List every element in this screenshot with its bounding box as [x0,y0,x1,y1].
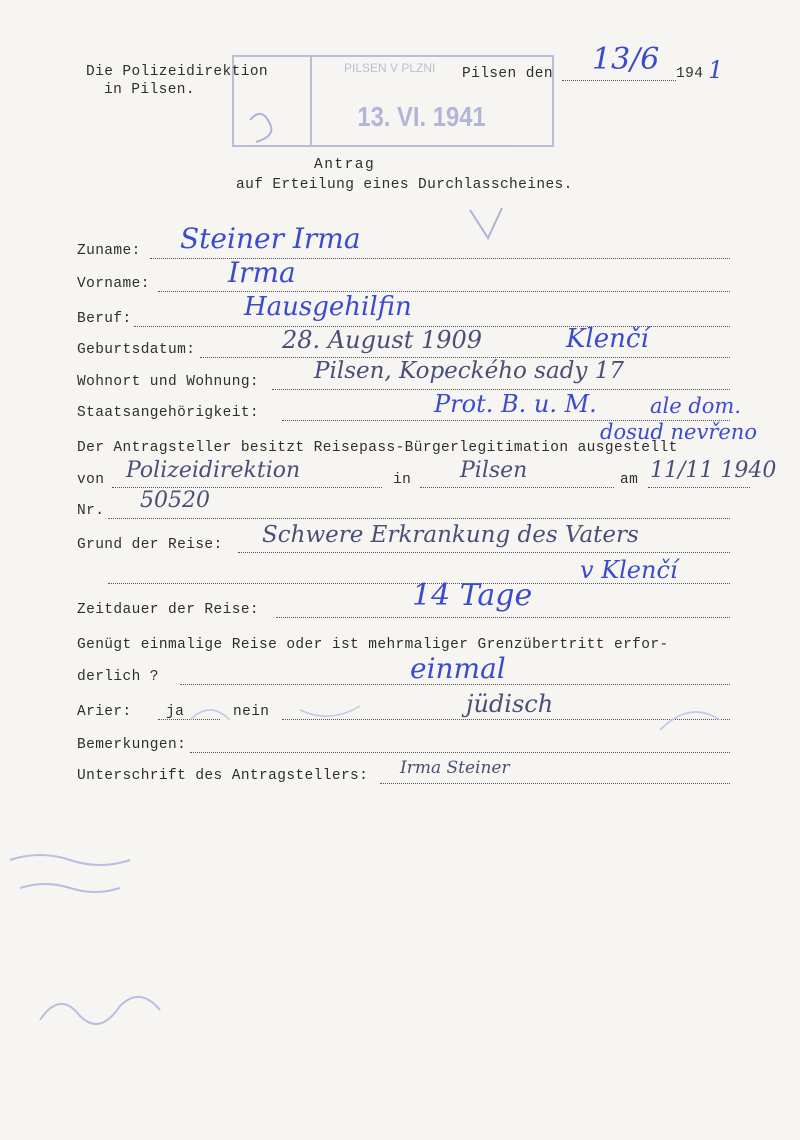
von-label: von [77,472,105,488]
geburtsdatum-label: Geburtsdatum: [77,342,196,358]
form-title: Antrag [314,157,376,173]
authority-line1: Die Polizeidirektion [86,64,269,80]
vorname-value: Irma [228,256,296,289]
zeitdauer-label: Zeitdauer der Reise: [77,602,260,618]
am-value: 11/11 1940 [650,458,777,483]
in-value: Pilsen [460,458,528,483]
geburtsdatum-value: 28. August 1909 [282,326,483,354]
beruf-value: Hausgehilfin [244,292,412,322]
unterschrift-value: Irma Steiner [400,758,510,778]
zuname-label: Zuname: [77,243,141,259]
geburtsort-value: Klenčí [566,324,649,354]
in-label: in [393,472,412,488]
genuegt-value: einmal [410,652,506,685]
wohnort-label: Wohnort und Wohnung: [77,374,260,390]
genuegt-line1: Genügt einmalige Reise oder ist mehrmaliger Grenzübertritt erfor- [77,637,669,653]
arier-ja: ja [166,704,185,720]
staat-note1: ale dom. [650,394,742,418]
von-value: Polizeidirektion [126,458,301,483]
grund-value1: Schwere Erkrankung des Vaters [262,522,639,548]
vorname-label: Vorname: [77,276,150,292]
year-prefix: 194 [676,66,704,82]
form-subtitle: auf Erteilung eines Durchlasscheines. [236,177,573,193]
grund-value2: v Klenčí [580,556,678,584]
arier-value: jüdisch [466,690,554,718]
authority-line2: in Pilsen. [104,82,196,98]
stamp-text: PILSEN V PLZNI [344,61,436,75]
date-handwritten: 13/6 [592,42,660,77]
zuname-value: Steiner Irma [180,222,361,255]
stamp-date: 13. VI. 1941 [357,101,486,132]
am-label: am [620,472,639,488]
unterschrift-label: Unterschrift des Antragstellers: [77,768,369,784]
ausweis-line: Der Antragsteller besitzt Reisepass-Bürgerlegitimation ausgestellt [77,440,678,456]
zeitdauer-value: 14 Tage [412,578,533,613]
genuegt-line2: derlich ? [77,669,159,685]
grund-label: Grund der Reise: [77,537,223,553]
bemerkungen-label: Bemerkungen: [77,737,187,753]
beruf-label: Beruf: [77,311,132,327]
arier-label: Arier: [77,704,132,720]
nr-label: Nr. [77,503,105,519]
nr-value: 50520 [140,488,210,513]
place-label: Pilsen den [462,66,554,82]
arier-nein: nein [233,704,270,720]
staat-note2: dosud nevřeno [600,420,757,444]
year-handwritten: 1 [708,56,724,84]
staat-value: Prot. B. u. M. [434,390,597,418]
staat-label: Staatsangehörigkeit: [77,405,260,421]
wohnort-value: Pilsen, Kopeckého sady 17 [314,358,624,384]
